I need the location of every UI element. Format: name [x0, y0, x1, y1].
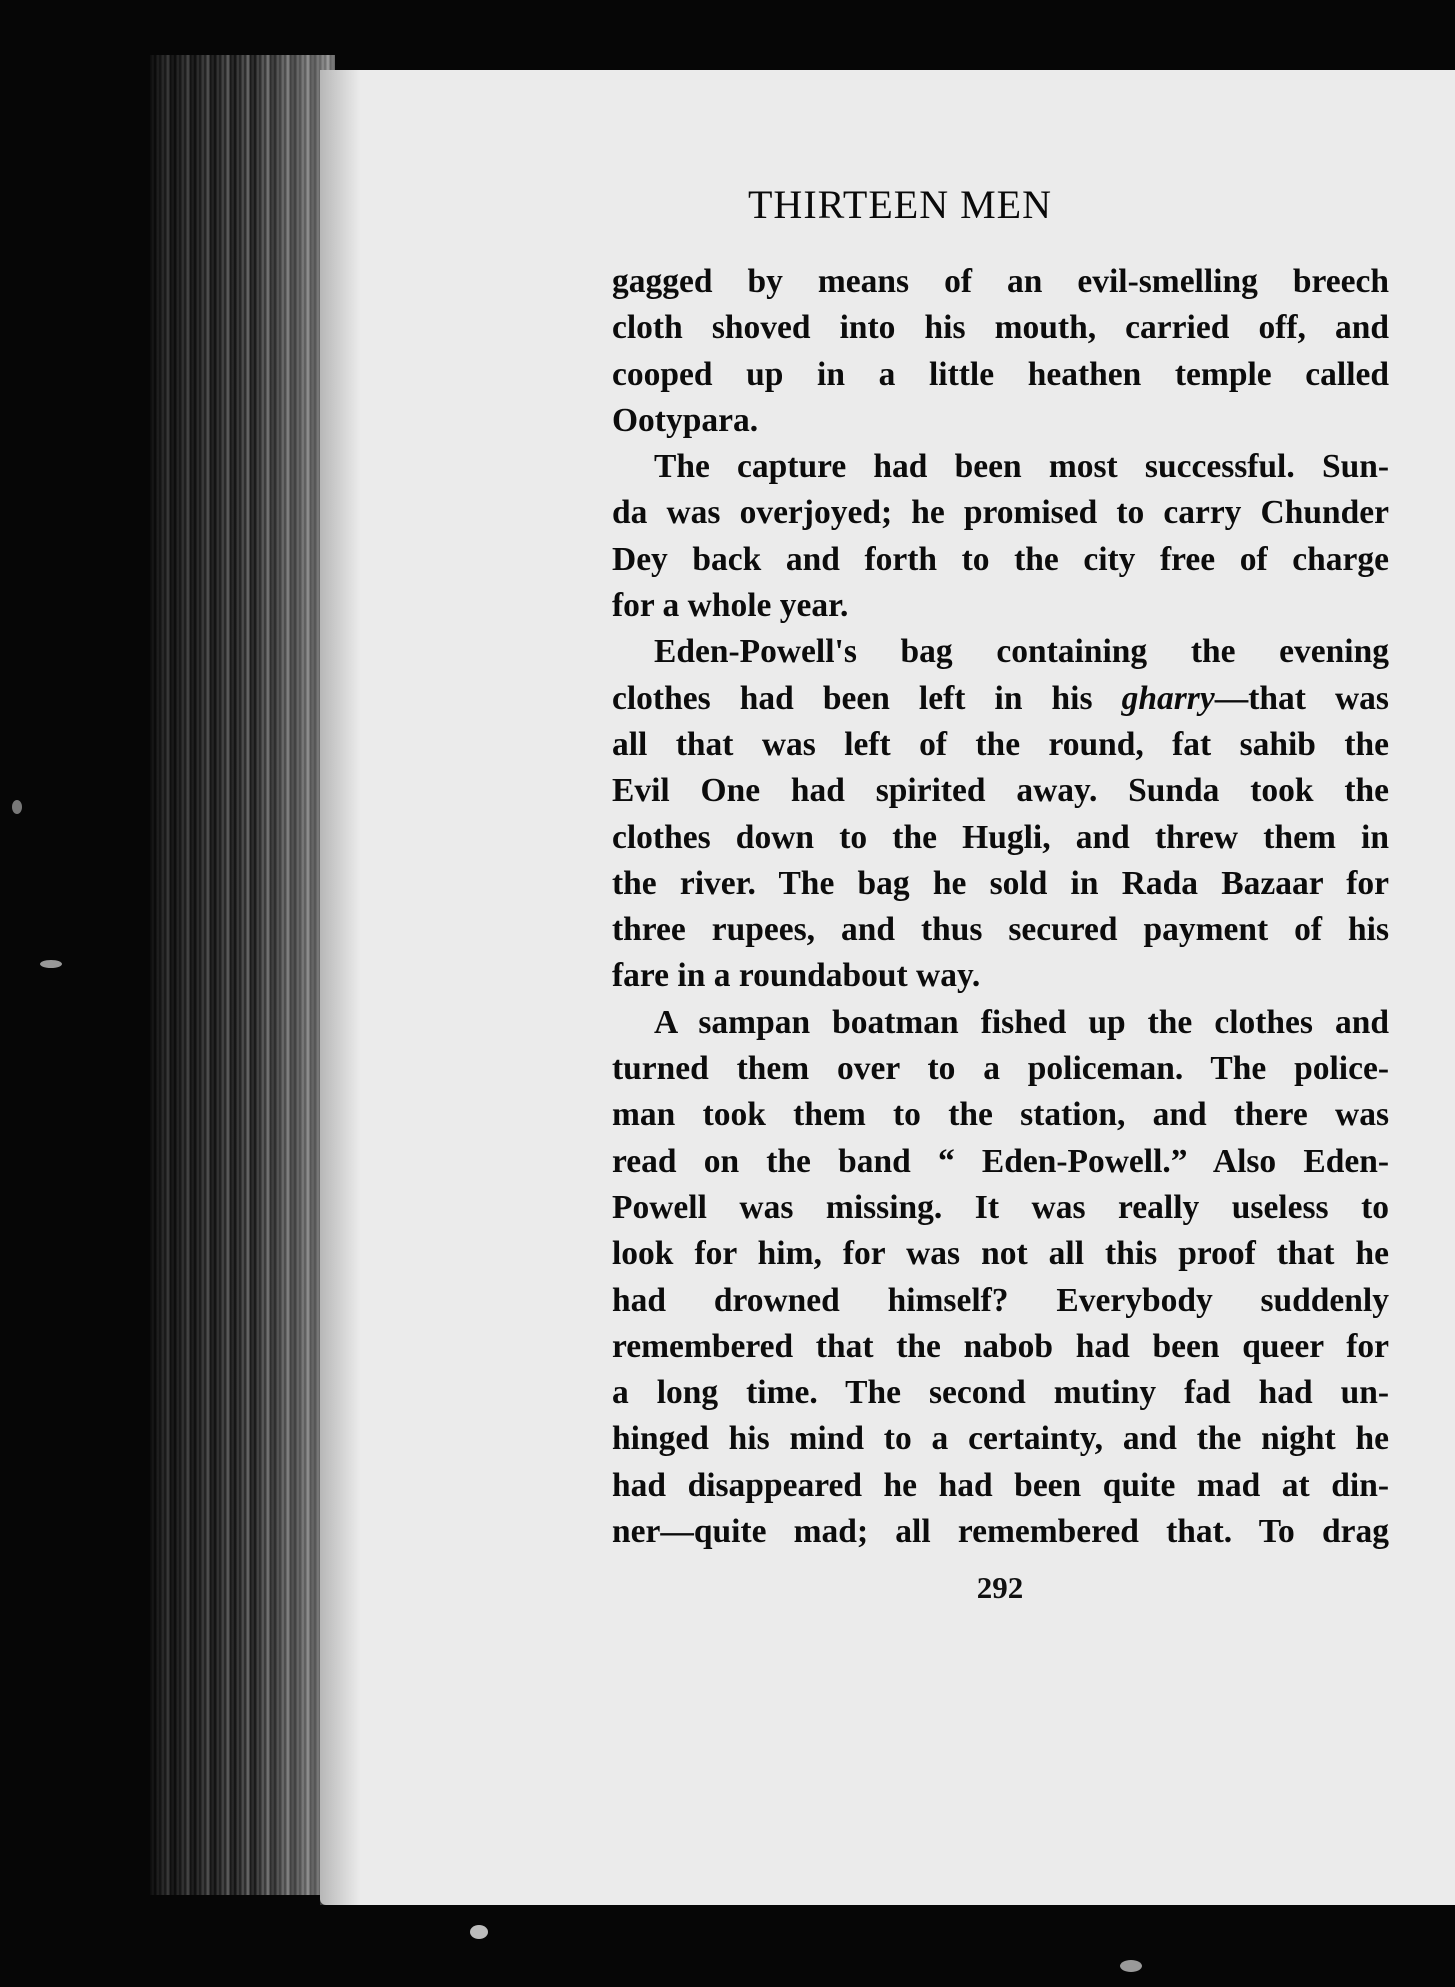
text-line: fare in a roundabout way. [612, 957, 981, 995]
dust-speck [12, 800, 22, 814]
text-line: clothes down to the Hugli, and threw them in [612, 818, 1389, 856]
text-line: the river. The bag he sold in Rada Bazaar for [612, 864, 1389, 902]
text-line: look for him, for was not all this proof that he [612, 1235, 1389, 1273]
text-line: clothes had been left in his gharry—that was [612, 679, 1389, 717]
running-head: THIRTEEN MEN [748, 182, 1052, 227]
dust-speck [40, 960, 62, 968]
text-line: had drowned himself? Everybody suddenly [612, 1281, 1389, 1319]
text-line: hinged his mind to a certainty, and the night he [612, 1420, 1389, 1458]
text-line: had disappeared he had been quite mad at din- [612, 1466, 1389, 1504]
text-line: cloth shoved into his mouth, carried off, and [612, 309, 1389, 347]
text-line: gagged by means of an evil-smelling breech [612, 263, 1389, 300]
text-line: ner—quite mad; all remembered that. To drag [612, 1513, 1389, 1551]
text-line: read on the band “ Eden-Powell.” Also Eden- [612, 1142, 1389, 1180]
page-number: 292 [976, 1570, 1024, 1605]
body-text [612, 259, 1389, 1555]
text-line: a long time. The second mutiny fad had un- [612, 1374, 1389, 1412]
page-edges [150, 55, 335, 1895]
text-line: Eden-Powell's bag containing the evening [654, 633, 1389, 671]
text-line: A sampan boatman fished up the clothes and [654, 1003, 1389, 1041]
text-line: cooped up in a little heathen temple called [612, 355, 1389, 393]
text-line: Evil One had spirited away. Sunda took the [612, 772, 1389, 810]
text-line: da was overjoyed; he promised to carry Chunder [612, 494, 1389, 532]
text-line: three rupees, and thus secured payment of his [612, 911, 1389, 949]
text-line: man took them to the station, and there was [612, 1096, 1389, 1134]
text-line: The capture had been most successful. Sun- [654, 448, 1389, 486]
text-line: Dey back and forth to the city free of charge [612, 540, 1389, 578]
dust-speck [470, 1925, 488, 1939]
text-line: Powell was missing. It was really useless to [612, 1188, 1389, 1226]
text-line: Ootypara. [612, 401, 759, 439]
text-line: all that was left of the round, fat sahib the [612, 725, 1389, 763]
text-line: remembered that the nabob had been queer for [612, 1327, 1389, 1365]
text-line: turned them over to a policeman. The police- [612, 1050, 1389, 1088]
text-line: for a whole year. [612, 587, 849, 625]
dust-speck [1120, 1960, 1142, 1972]
